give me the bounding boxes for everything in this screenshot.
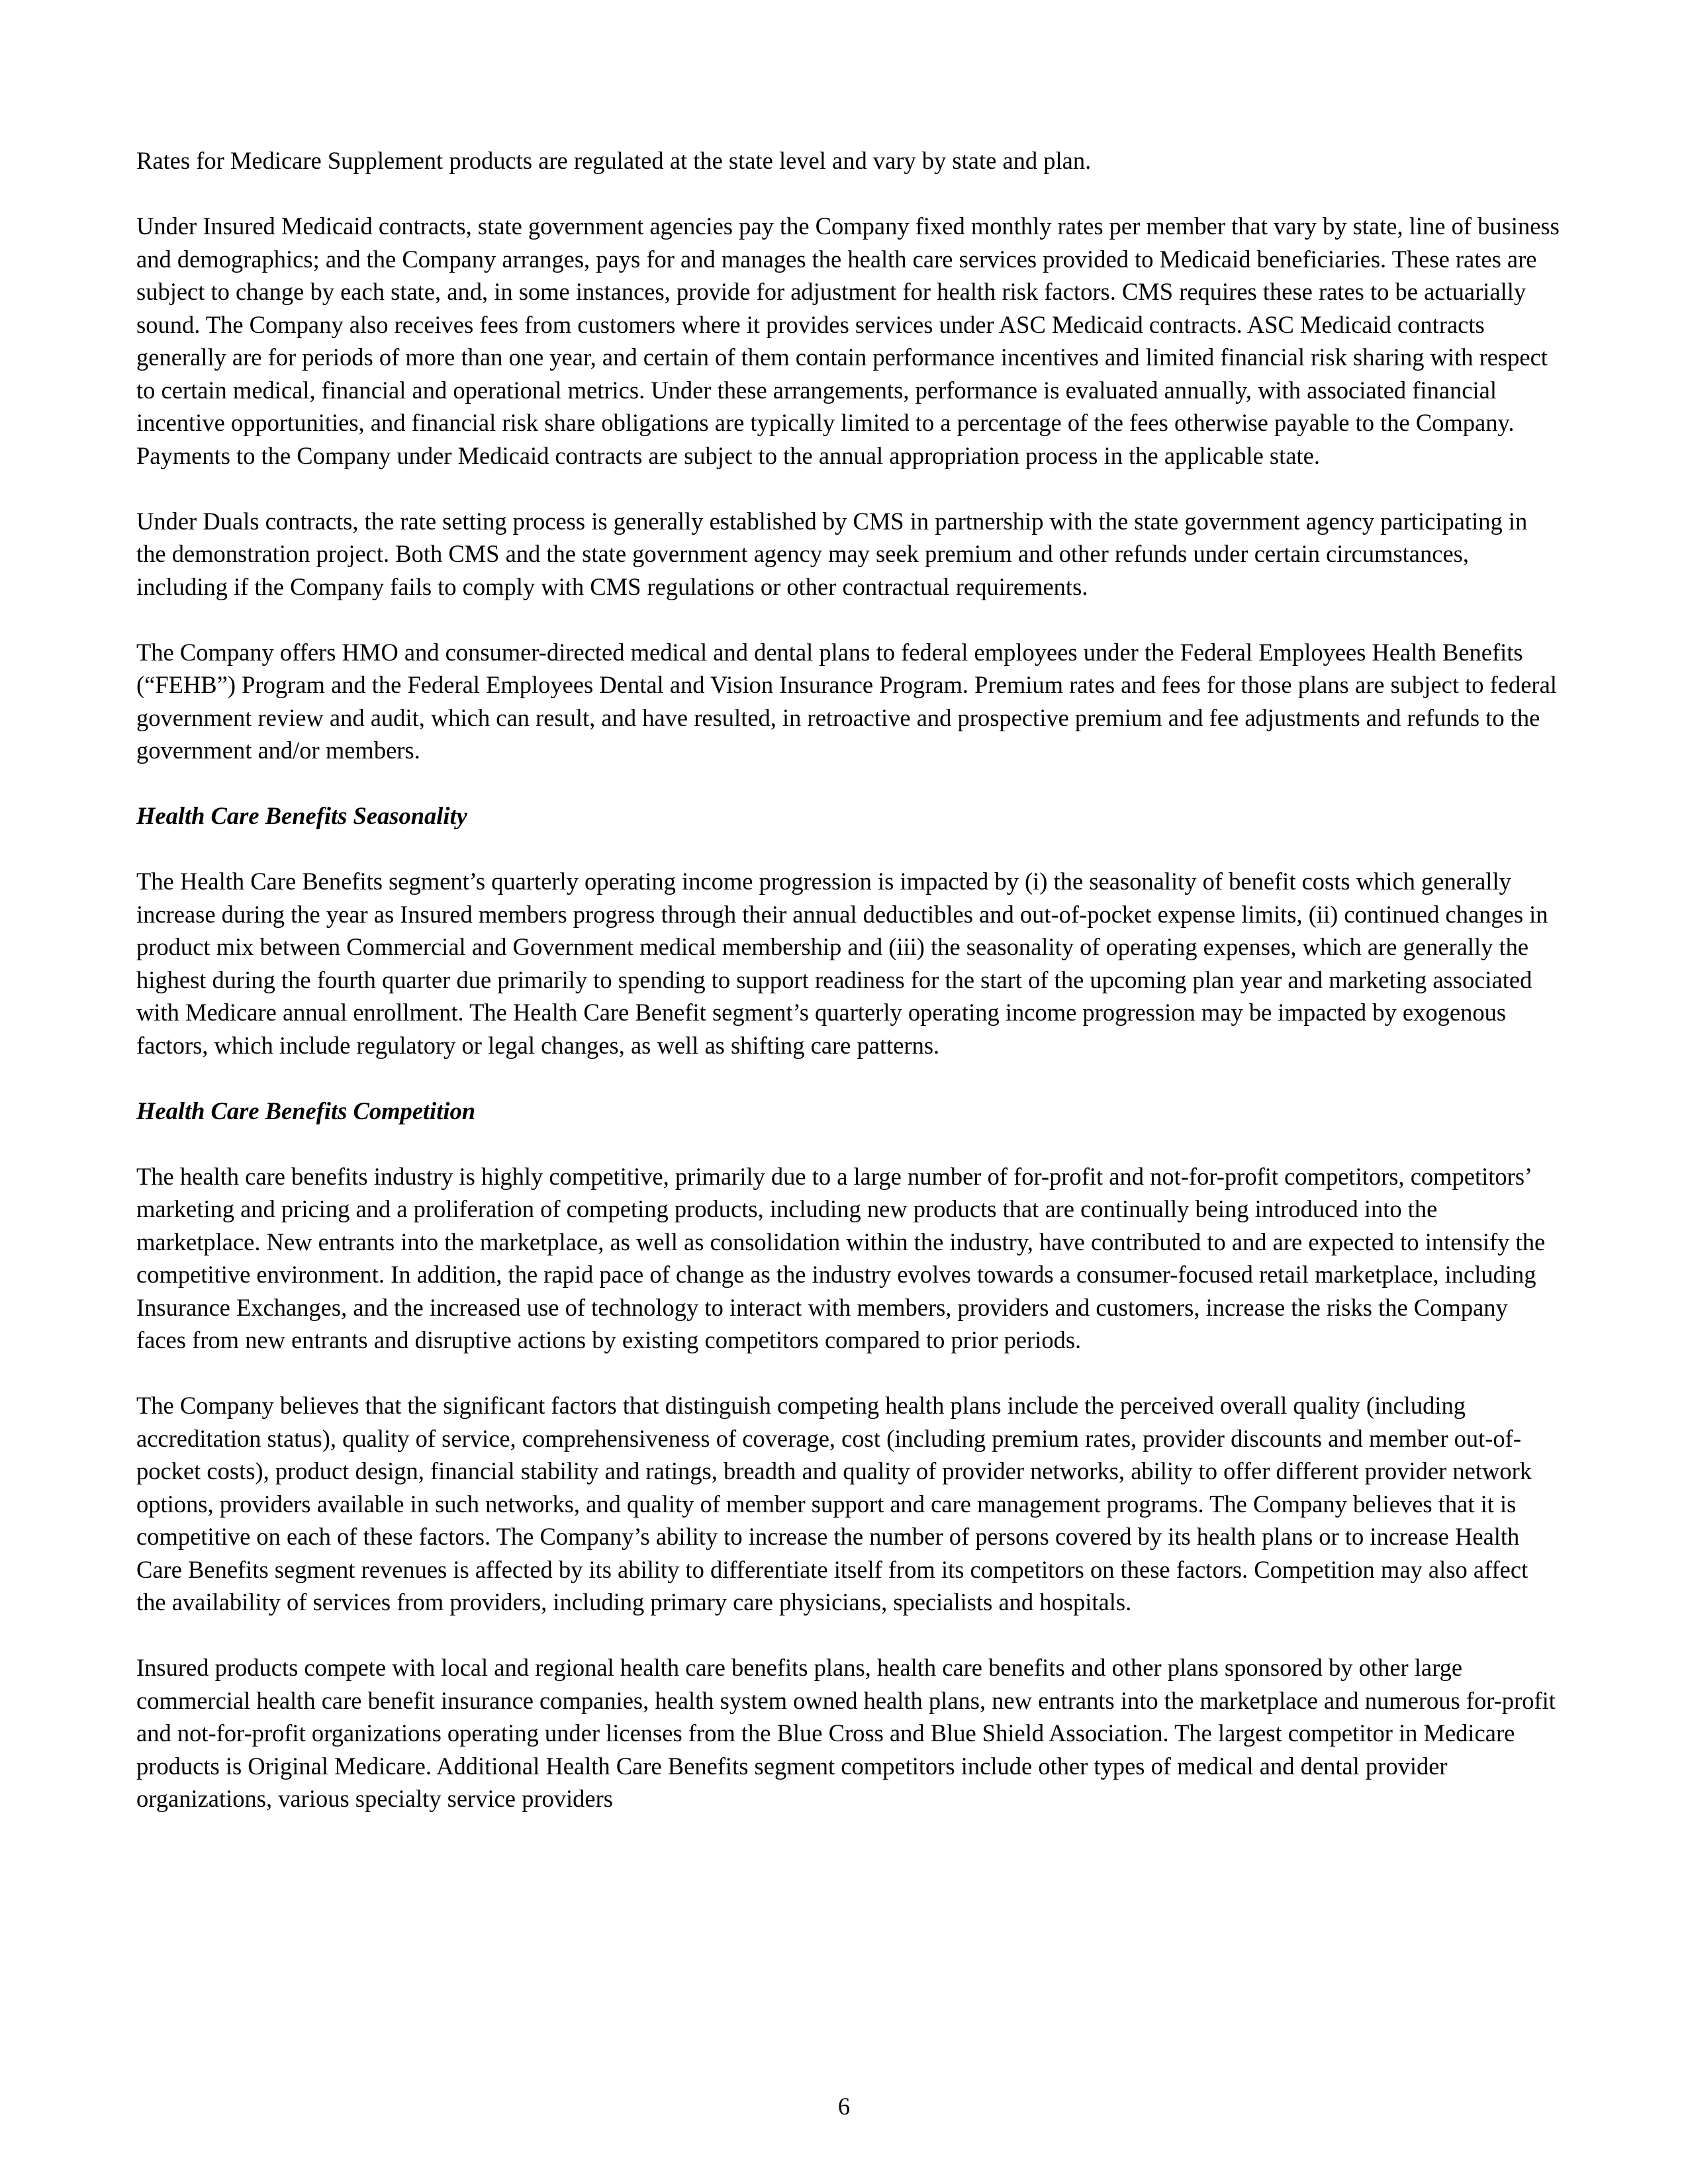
paragraph-competition-factors: The Company believes that the significant factors that distinguish competing health plans include the perceived overall quality (including accreditation status), quality of service, comprehensiveness of coverage, cost (including premium rates, provider discounts and member out-of-pocket costs), product design, financial stability and ratings, breadth and quality of provider networks, ability to offer different provider network options, providers available in such networks, and quality of member support and care management programs. The Company believes that it is competitive on each of these factors. The Company’s ability to increase the number of persons covered by its health plans or to increase Health Care Benefits segment revenues is affected by its ability to differentiate itself from its competitors on these factors. Competition may also affect the availability of services from providers, including primary care physicians, specialists and hospitals. xyxy=(136,1392,1532,1615)
paragraph-fehb-program: The Company offers HMO and consumer-directed medical and dental plans to federal employees under the Federal Employees Health Benefits (“FEHB”) Program and the Federal Employees Dental and Vision Insurance Program. Premium rates and fees for those plans are subject to federal government review and audit, which can result, and have resulted, in retroactive and prospective premium and fee adjustments and refunds to the government and/or members. xyxy=(136,638,1557,764)
document-body xyxy=(136,144,1560,1848)
section-heading-seasonality: Health Care Benefits Seasonality xyxy=(136,802,467,829)
paragraph-seasonality: The Health Care Benefits segment’s quarterly operating income progression is impacted by (i) the seasonality of benefit costs which generally increase during the year as Insured members progress through their annual deductibles and out-of-pocket expense limits, (ii) continued changes in product mix between Commercial and Government medical membership and (iii) the seasonality of operating expenses, which are generally the highest during the fourth quarter due primarily to spending to support readiness for the start of the upcoming plan year and marketing associated with Medicare annual enrollment. The Health Care Benefit segment’s quarterly operating income progression may be impacted by exogenous factors, which include regulatory or legal changes, as well as shifting care patterns. xyxy=(136,868,1548,1059)
paragraph-competition-insured-products: Insured products compete with local and regional health care benefits plans, health care benefits and other plans sponsored by other large commercial health care benefit insurance companies, health system owned health plans, new entrants into the marketplace and numerous for-profit and not-for-profit organizations operating under licenses from the Blue Cross and Blue Shield Association. The largest competitor in Medicare products is Original Medicare. Additional Health Care Benefits segment competitors include other types of medical and dental provider organizations, various specialty service providers xyxy=(136,1654,1556,1812)
paragraph-insured-medicaid: Under Insured Medicaid contracts, state government agencies pay the Company fixed monthly rates per member that vary by state, line of business and demographics; and the Company arranges, pays for and manages the health care services provided to Medicaid beneficiaries. These rates are subject to change by each state, and, in some instances, provide for adjustment for health risk factors. CMS requires these rates to be actuarially sound. The Company also receives fees from customers where it provides services under ASC Medicaid contracts. ASC Medicaid contracts generally are for periods of more than one year, and certain of them contain performance incentives and limited financial risk sharing with respect to certain medical, financial and operational metrics. Under these arrangements, performance is evaluated annually, with associated financial incentive opportunities, and financial risk share obligations are typically limited to a percentage of the fees otherwise payable to the Company. Payments to the Company under Medicaid contracts are subject to the annual appropriation process in the applicable state. xyxy=(136,212,1560,469)
paragraph-competition-industry: The health care benefits industry is highly competitive, primarily due to a large number of for-profit and not-for-profit competitors, competitors’ marketing and pricing and a proliferation of competing products, including new products that are continually being introduced into the marketplace. New entrants into the marketplace, as well as consolidation within the industry, have contributed to and are expected to intensify the competitive environment. In addition, the rapid pace of change as the industry evolves towards a consumer-focused retail marketplace, including Insurance Exchanges, and the increased use of technology to interact with members, providers and customers, increase the risks the Company faces from new entrants and disruptive actions by existing competitors compared to prior periods. xyxy=(136,1162,1546,1353)
paragraph-medicare-supplement: Rates for Medicare Supplement products are regulated at the state level and vary by state and plan. xyxy=(136,147,1092,174)
page-number: 6 xyxy=(837,2093,851,2120)
paragraph-duals-contracts: Under Duals contracts, the rate setting process is generally established by CMS in partnership with the state government agency participating in the demonstration project. Both CMS and the state government agency may seek premium and other refunds under certain circumstances, including if the Company fails to comply with CMS regulations or other contractual requirements. xyxy=(136,507,1528,600)
section-heading-competition: Health Care Benefits Competition xyxy=(136,1097,476,1124)
